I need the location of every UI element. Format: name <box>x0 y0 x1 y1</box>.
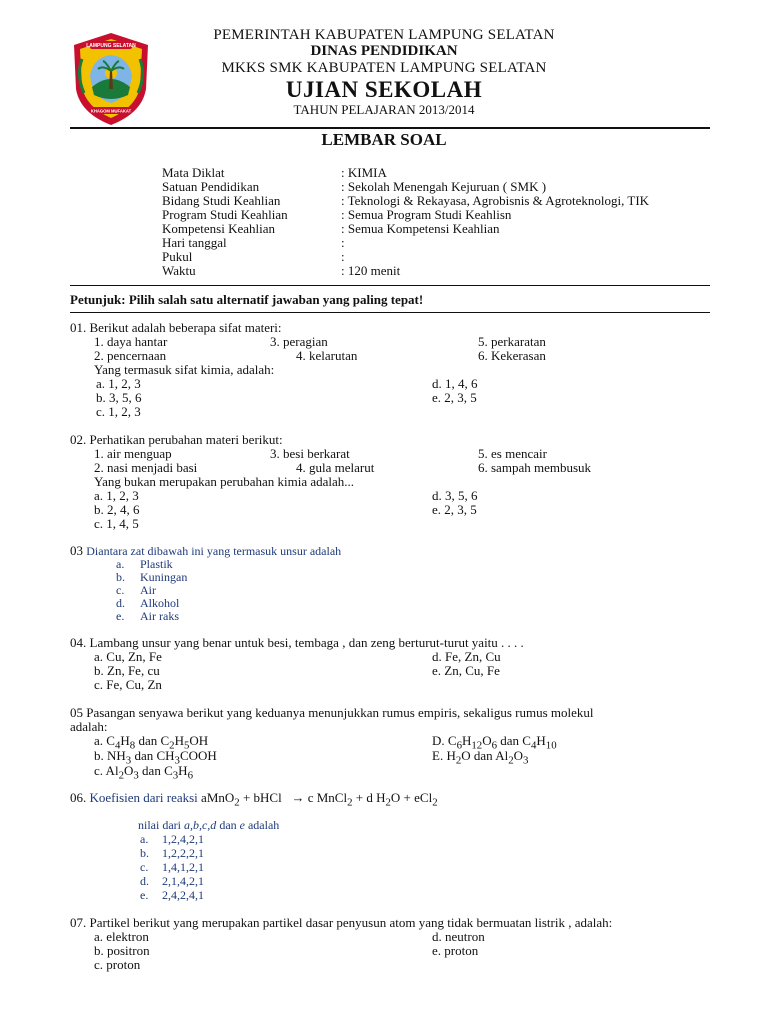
answer-option[interactable]: b. 1,2,2,2,1 <box>140 846 204 860</box>
answer-option[interactable]: e. 2,4,2,4,1 <box>140 888 204 902</box>
meta-value: : KIMIA <box>341 165 387 180</box>
answer-option[interactable]: e. 2, 3, 5 <box>432 502 477 517</box>
answer-option[interactable]: c. Fe, Cu, Zn <box>94 677 162 692</box>
instruction-rule <box>70 312 710 313</box>
answer-option[interactable]: e. 2, 3, 5 <box>432 390 477 405</box>
answer-option[interactable]: a. elektron <box>94 929 149 944</box>
question-stem: Koefisien dari reaksi <box>89 790 198 805</box>
header-agency: DINAS PENDIDIKAN <box>310 43 458 59</box>
meta-label: Mata Diklat <box>162 165 225 180</box>
answer-option[interactable]: b. 2, 4, 6 <box>94 502 140 517</box>
meta-label: Waktu <box>162 263 196 278</box>
answer-option[interactable]: d. 1, 4, 6 <box>432 376 478 391</box>
answer-option[interactable]: b. Zn, Fe, cu <box>94 663 160 678</box>
list-item: 5. perkaratan <box>478 334 546 349</box>
list-item: 5. es mencair <box>478 446 547 461</box>
answer-option[interactable]: b. positron <box>94 943 150 958</box>
answer-option[interactable]: D. $C_6H_{12}O_6$ dan $C_4H_{10}$ <box>432 733 557 752</box>
meta-label: Program Studi Keahlian <box>162 207 288 222</box>
meta-value: : Sekolah Menengah Kejuruan ( SMK ) <box>341 179 547 194</box>
question-stem: 01. Berikut adalah beberapa sifat materi: <box>70 320 282 335</box>
question-number: 03 <box>70 543 83 558</box>
answer-option[interactable]: a. Plastik <box>116 557 173 571</box>
question-number: 06. <box>70 790 87 805</box>
instruction: Petunjuk: Pilih salah satu alternatif jawaban yang paling tepat! <box>70 292 424 307</box>
answer-option[interactable]: b. 3, 5, 6 <box>96 390 142 405</box>
list-item: 3. peragian <box>270 334 328 349</box>
list-item: 1. daya hantar <box>94 334 168 349</box>
header-mkks: MKKS SMK KABUPATEN LAMPUNG SELATAN <box>221 60 547 76</box>
meta-value: : <box>341 249 345 264</box>
answer-option[interactable]: e. Zn, Cu, Fe <box>432 663 500 678</box>
answer-option[interactable]: a. 1, 2, 3 <box>94 488 139 503</box>
meta-label: Pukul <box>162 249 193 264</box>
answer-option[interactable]: e. proton <box>432 943 479 958</box>
question-stem: 05 Pasangan senyawa berikut yang keduanya menunjukkan rumus empiris, sekaligus rumus molekul <box>70 705 594 720</box>
meta-value: : Semua Kompetensi Keahlian <box>341 221 500 236</box>
answer-option[interactable]: E. $H_2O$ dan $Al_2O_3$ <box>432 748 529 767</box>
list-item: 4. gula melarut <box>296 460 375 475</box>
answer-option[interactable]: d. 2,1,4,2,1 <box>140 874 204 888</box>
list-item: 3. besi berkarat <box>270 446 350 461</box>
question-prompt: Yang termasuk sifat kimia, adalah: <box>94 362 275 377</box>
question-stem: 07. Partikel berikut yang merupakan partikel dasar penyusun atom yang tidak bermuatan listrik , adalah: <box>70 915 613 930</box>
question-stem: 04. Lambang unsur yang benar untuk besi, tembaga , dan zeng berturut-turut yaitu . . . . <box>70 635 524 650</box>
answer-option[interactable]: a. $C_4H_8$ dan $C_2H_5OH$ <box>94 733 209 752</box>
answer-option[interactable]: c. 1,4,1,2,1 <box>140 860 204 874</box>
answer-option[interactable]: b. Kuningan <box>116 570 188 584</box>
answer-option[interactable]: c. $Al_2O_3$ dan $C_3H_6$ <box>94 763 193 782</box>
list-item: 2. nasi menjadi basi <box>94 460 198 475</box>
meta-value: : <box>341 235 345 250</box>
answer-option[interactable]: a. Cu, Zn, Fe <box>94 649 162 664</box>
answer-option[interactable]: c. Air <box>116 583 156 597</box>
header-rule <box>70 127 710 129</box>
meta-value: : 120 menit <box>341 263 401 278</box>
list-item: 6. Kekerasan <box>478 348 546 363</box>
meta-value: : Semua Program Studi Keahlisn <box>341 207 512 222</box>
header-school-year: TAHUN PELAJARAN 2013/2014 <box>293 102 475 117</box>
header-government: PEMERINTAH KABUPATEN LAMPUNG SELATAN <box>213 27 555 43</box>
question-prompt: Yang bukan merupakan perubahan kimia adalah... <box>94 474 355 489</box>
answer-option[interactable]: c. proton <box>94 957 141 972</box>
question-stem: Diantara zat dibawah ini yang termasuk unsur adalah <box>86 544 342 558</box>
list-item: 1. air menguap <box>94 446 172 461</box>
logo-bottom-text: KHAGOM MUFAKAT <box>90 108 132 114</box>
meta-top-rule <box>70 285 710 286</box>
question-stem-continued: adalah: <box>70 719 108 734</box>
meta-label: Hari tanggal <box>162 235 227 250</box>
meta-label: Satuan Pendidikan <box>162 179 260 194</box>
answer-option[interactable]: b. $NH_3$ dan $CH_3COOH$ <box>94 748 217 767</box>
answer-option[interactable]: c. 1, 2, 3 <box>96 404 141 419</box>
arrow-right-icon: → <box>291 790 305 805</box>
logo-top-text: LAMPUNG SELATAN <box>86 43 136 49</box>
question-prompt: nilai dari a,b,c,d dan e adalah <box>138 818 280 832</box>
answer-option[interactable]: c. 1, 4, 5 <box>94 516 139 531</box>
answer-option[interactable]: d. Alkohol <box>116 596 180 610</box>
answer-option[interactable]: d. 3, 5, 6 <box>432 488 478 503</box>
answer-option[interactable]: d. Fe, Zn, Cu <box>432 649 501 664</box>
answer-option[interactable]: e. Air raks <box>116 609 179 623</box>
answer-option[interactable]: a. 1, 2, 3 <box>96 376 141 391</box>
answer-option[interactable]: d. neutron <box>432 929 485 944</box>
meta-value: : Teknologi & Rekayasa, Agrobisnis & Agroteknologi, TIK <box>341 193 650 208</box>
header-exam-title: UJIAN SEKOLAH <box>285 77 483 102</box>
meta-label: Bidang Studi Keahlian <box>162 193 281 208</box>
question-stem: 02. Perhatikan perubahan materi berikut: <box>70 432 283 447</box>
list-item: 6. sampah membusuk <box>478 460 592 475</box>
meta-label: Kompetensi Keahlian <box>162 221 275 236</box>
reaction-equation: aMnO$_2$ + bHCl → c MnCl$_2$ + d $H_2O + eCl_2$ <box>201 790 438 809</box>
list-item: 4. kelarutan <box>296 348 358 363</box>
answer-option[interactable]: a. 1,2,4,2,1 <box>140 832 204 846</box>
sheet-title: LEMBAR SOAL <box>321 130 447 149</box>
list-item: 2. pencernaan <box>94 348 167 363</box>
